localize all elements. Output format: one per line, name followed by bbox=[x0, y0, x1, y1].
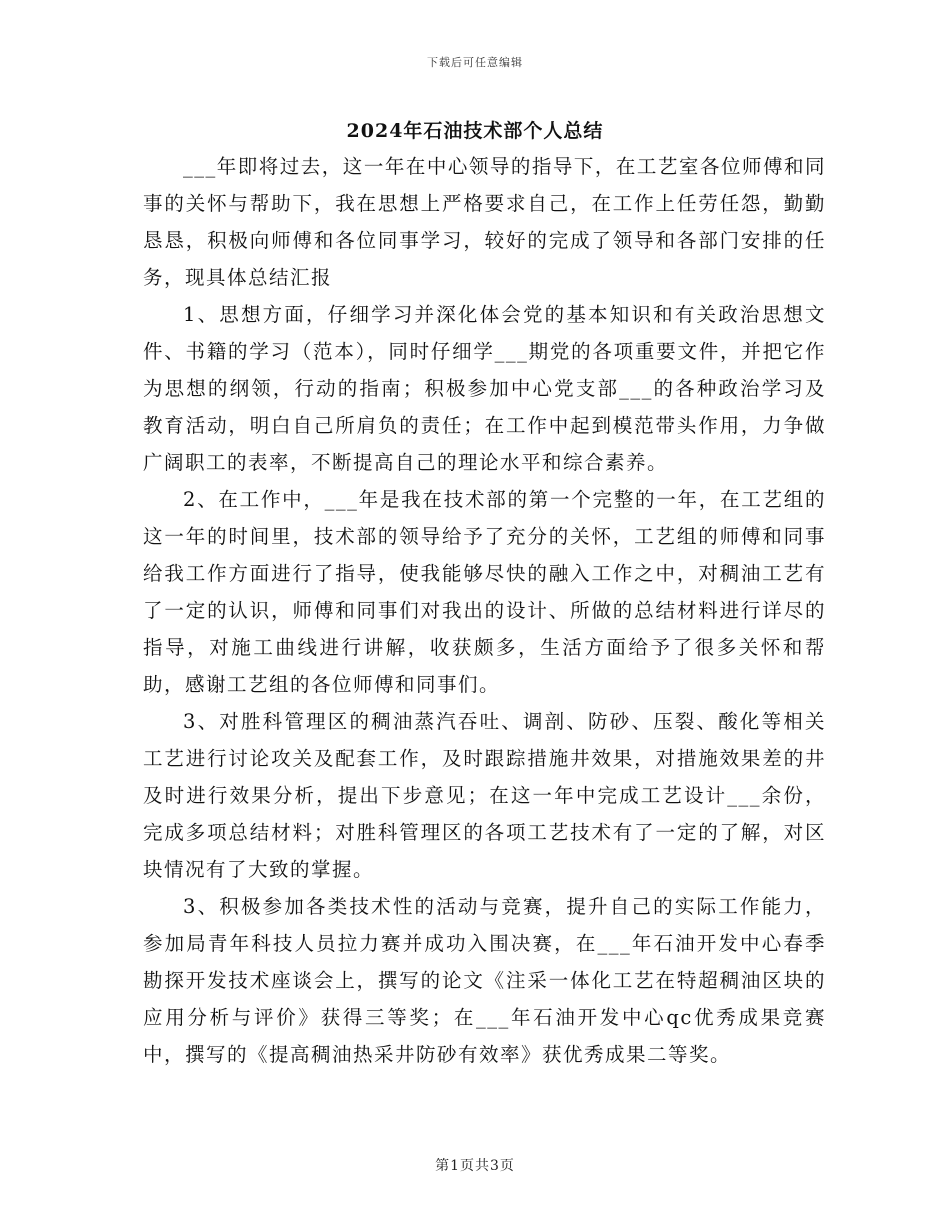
document-body bbox=[143, 148, 826, 1073]
header-note: 下载后可任意编辑 bbox=[427, 56, 523, 69]
paragraph-management-area: 3、对胜科管理区的稠油蒸汽吞吐、调剖、防砂、压裂、酸化等相关工艺进行讨论攻关及配套工作，及时跟踪措施井效果，对措施效果差的井及时进行效果分析，提出下步意见；在这一年中完成工艺设计___余份，完成多项总结材料；对胜科管理区的各项工艺技术有了一定的了解，对区块情况有了大致的掌握。 bbox=[143, 710, 826, 881]
document-title: 2024年石油技术部个人总结 bbox=[346, 120, 604, 142]
paragraph-competitions: 3、积极参加各类技术性的活动与竞赛，提升自己的实际工作能力，参加局青年科技人员拉力赛并成功入围决赛，在___年石油开发中心春季勘探开发技术座谈会上，撰写的论文《注采一体化工艺在特超稠油区块的应用分析与评价》获得三等奖；在___年石油开发中心qc优秀成果竞赛中，撰写的《提高稠油热采井防砂有效率》获优秀成果二等奖。 bbox=[143, 895, 826, 1066]
paragraph-work: 2、在工作中，___年是我在技术部的第一个完整的一年，在工艺组的这一年的时间里，技术部的领导给予了充分的关怀，工艺组的师傅和同事给我工作方面进行了指导，使我能够尽快的融入工作之中，对稠油工艺有了一定的认识，师傅和同事们对我出的设计、所做的总结材料进行详尽的指导，对施工曲线进行讲解，收获颇多，生活方面给予了很多关怀和帮助，感谢工艺组的各位师傅和同事们。 bbox=[143, 488, 826, 696]
paragraph-ideology: 1、思想方面，仔细学习并深化体会党的基本知识和有关政治思想文件、书籍的学习（范本），同时仔细学___期党的各项重要文件，并把它作为思想的纲领，行动的指南；积极参加中心党支部___的各种政治学习及教育活动，明白自己所肩负的责任；在工作中起到模范带头作用，力争做广阔职工的表率，不断提高自己的理论水平和综合素养。 bbox=[143, 303, 826, 474]
paragraph-intro: ___年即将过去，这一年在中心领导的指导下，在工艺室各位师傅和同事的关怀与帮助下，我在思想上严格要求自己，在工作上任劳任怨，勤勤恳恳，积极向师傅和各位同事学习，较好的完成了领导和各部门安排的任务，现具体总结汇报 bbox=[143, 155, 826, 289]
page-number: 第1页共3页 bbox=[435, 1158, 515, 1174]
